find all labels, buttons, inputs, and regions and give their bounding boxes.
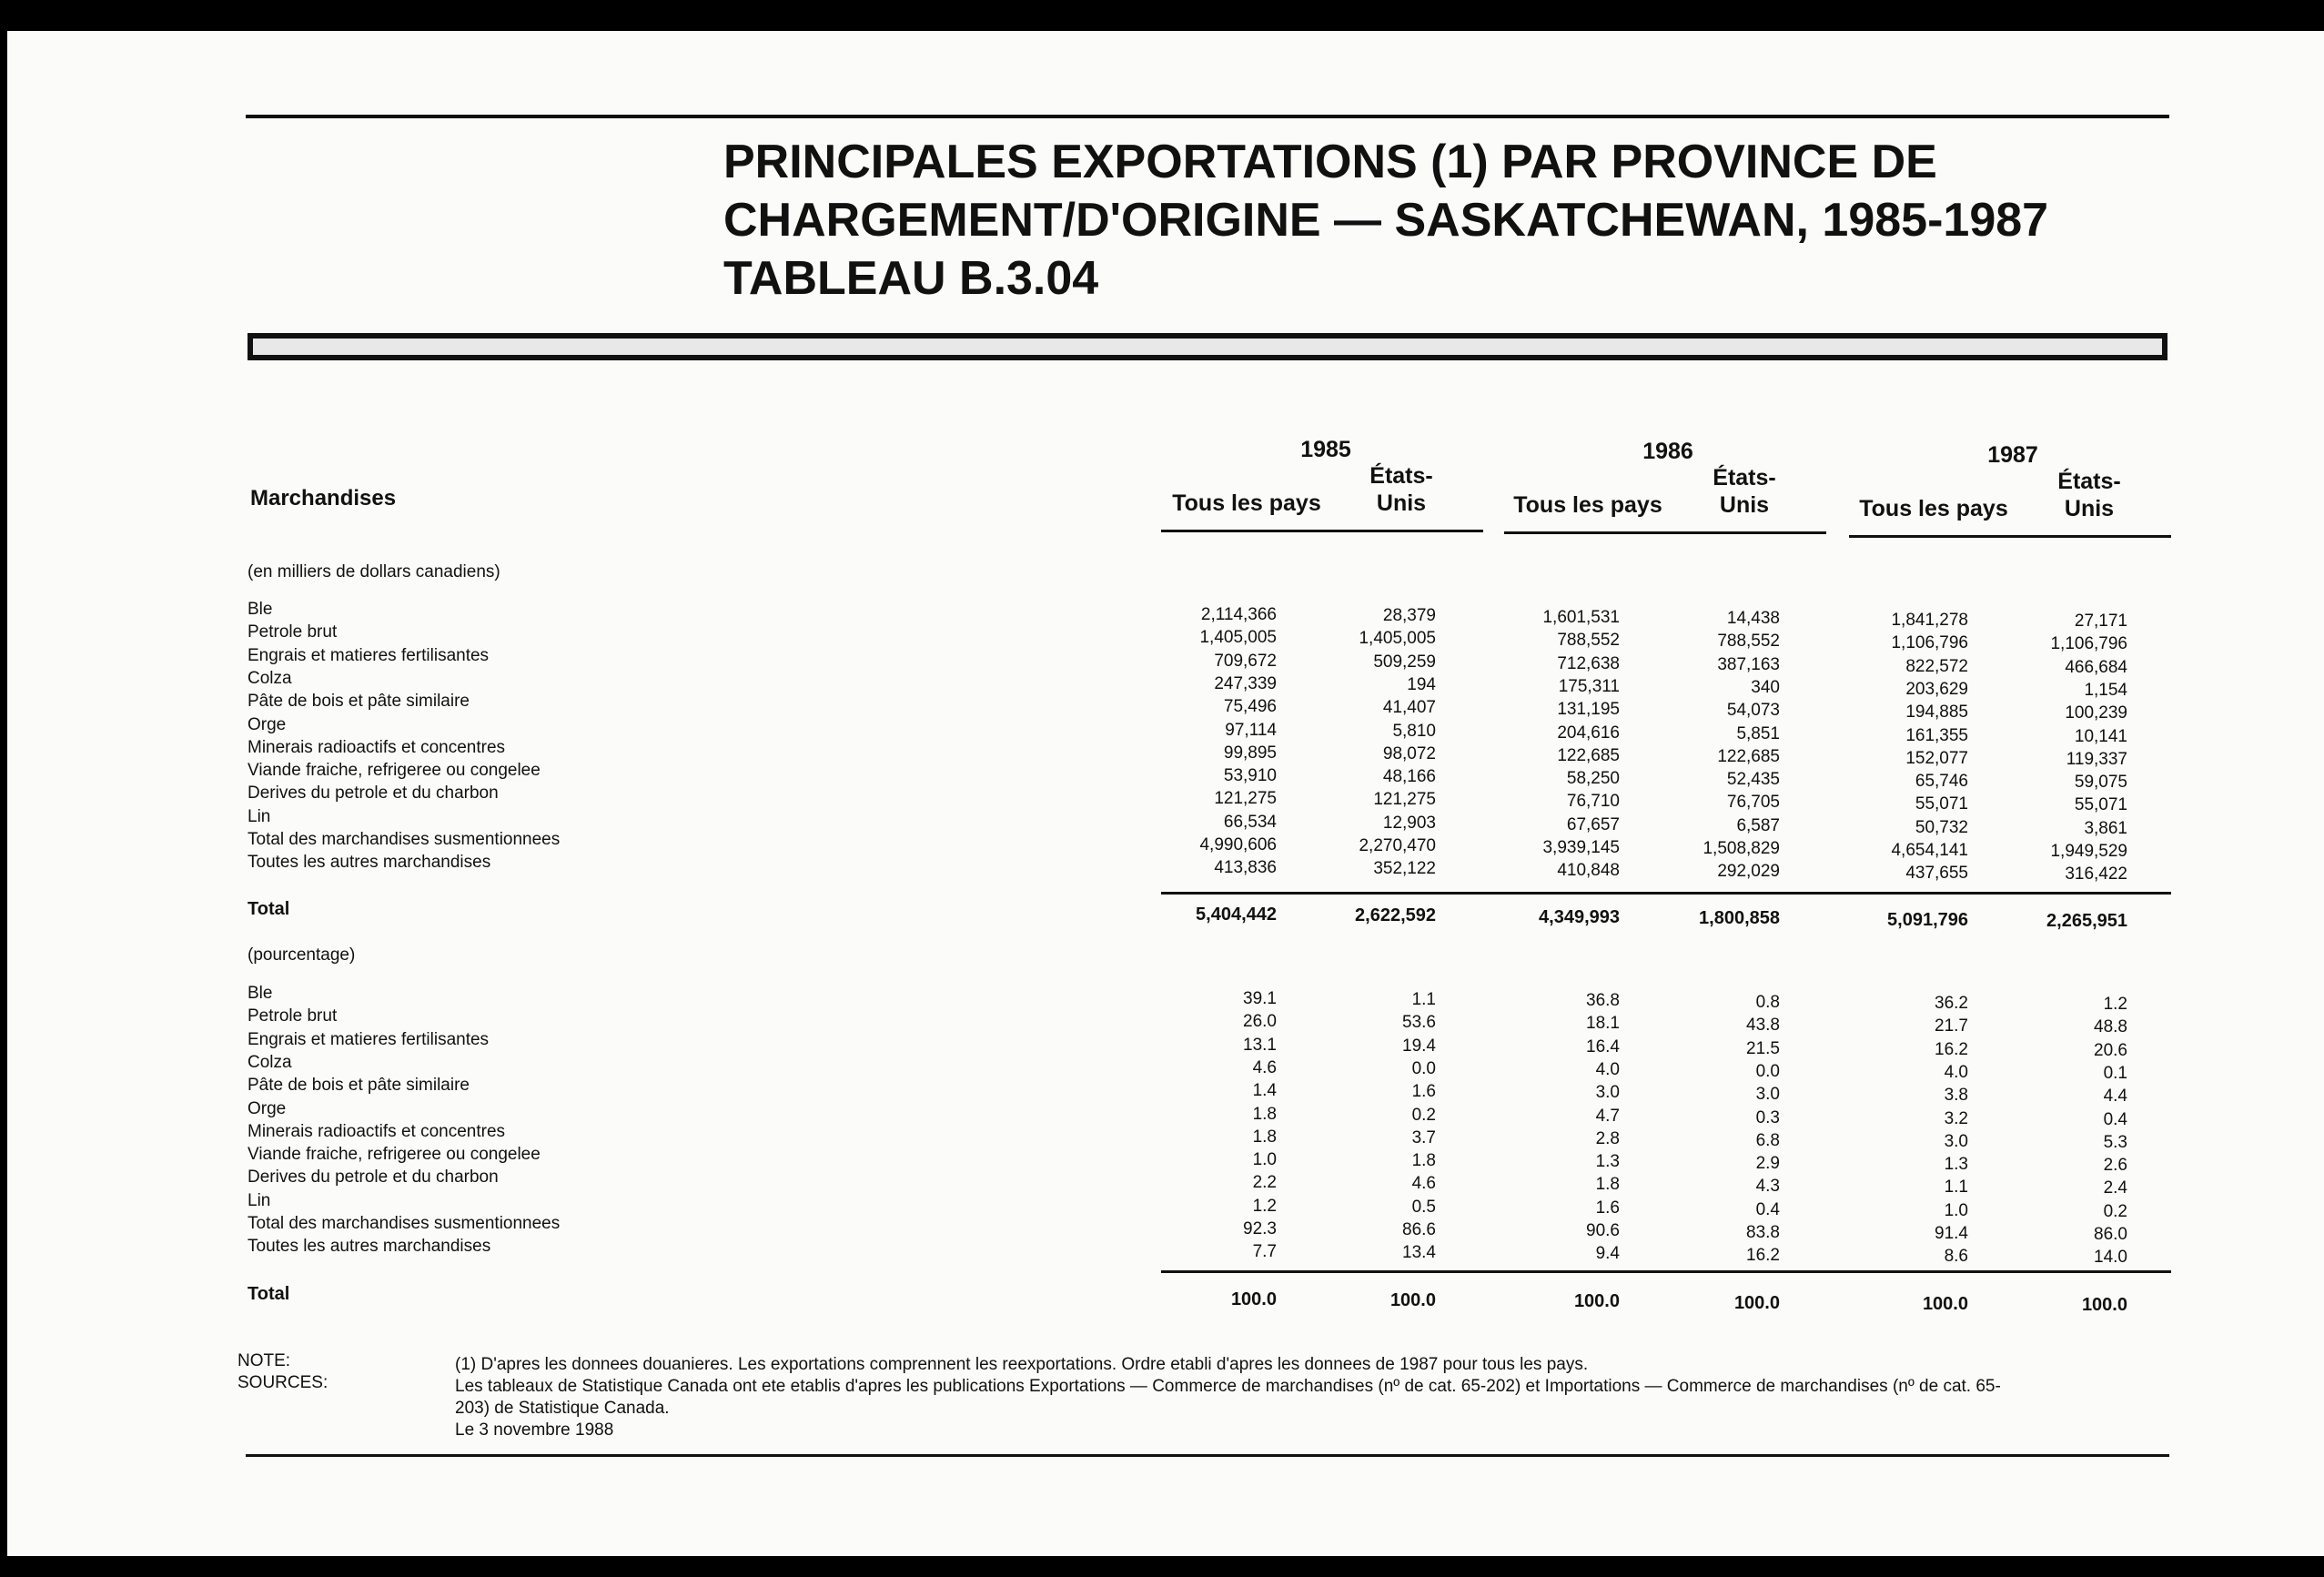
row-label: Toutes les autres marchandises (248, 853, 491, 873)
cell-value: 1.4 (1252, 1081, 1277, 1101)
cell-value: 1,106,796 (1891, 633, 1968, 653)
cell-value: 0.2 (1411, 1105, 1436, 1125)
total-rule-percent (1161, 1270, 2171, 1273)
cell-value: 20.6 (2094, 1040, 2127, 1060)
cell-value: 1,405,005 (1359, 629, 1436, 649)
cell-value: 36.8 (1586, 991, 1620, 1010)
merchandise-header: Marchandises (250, 486, 397, 511)
cell-value: 6.8 (1755, 1130, 1780, 1150)
cell-value: 1.8 (1252, 1127, 1277, 1147)
cell-value: 1.0 (1252, 1150, 1277, 1170)
cell-value: 387,163 (1717, 654, 1780, 674)
cell-value: 97,114 (1225, 720, 1277, 740)
cell-value: 0.4 (1755, 1199, 1780, 1219)
cell-value: 0.3 (1755, 1107, 1780, 1127)
cell-value: 119,337 (2066, 749, 2127, 769)
cell-value: 53.6 (1402, 1013, 1436, 1033)
cell-value: 3.0 (1755, 1085, 1780, 1105)
cell-value: 316,422 (2065, 864, 2127, 885)
total-value: 100.0 (1922, 1294, 1968, 1314)
cell-value: 4.6 (1411, 1174, 1436, 1194)
cell-value: 1,601,531 (1542, 608, 1620, 627)
table-title (723, 133, 2088, 308)
cell-value: 66,534 (1223, 812, 1277, 832)
cell-value: 0.0 (1411, 1058, 1436, 1078)
cell-value: 161,355 (1905, 725, 1968, 745)
cell-value: 14.0 (2094, 1248, 2127, 1268)
total-value: 2,622,592 (1355, 905, 1436, 925)
unit-thousands: (en milliers de dollars canadiens) (248, 562, 500, 581)
cell-value: 1.3 (1595, 1152, 1620, 1172)
col-us-1987-line1: États- (2057, 469, 2121, 494)
cell-value: 3,939,145 (1542, 838, 1620, 857)
bottom-rule (246, 1454, 2169, 1457)
row-label: Orge (248, 1098, 287, 1118)
cell-value: 175,311 (1558, 676, 1620, 696)
cell-value: 4,990,606 (1199, 835, 1277, 854)
note-label: NOTE: (237, 1351, 291, 1370)
cell-value: 204,616 (1557, 723, 1620, 743)
sources-text-1: Les tableaux de Statistique Canada ont ete etablis d'apres les publications Exportations — Commerce de marchandises (nº de cat. 65-202) et Importations — Commerce de marchandises (nº de cat. 65- (455, 1377, 2001, 1396)
cell-value: 98,072 (1382, 743, 1436, 763)
cell-value: 1,949,529 (2050, 842, 2127, 861)
row-label: Petrole brut (248, 1006, 338, 1026)
cell-value: 3.2 (1944, 1108, 1968, 1128)
unit-percent: (pourcentage) (248, 945, 356, 965)
cell-value: 788,552 (1717, 632, 1780, 652)
cell-value: 1.2 (2103, 995, 2127, 1014)
cell-value: 1.3 (1944, 1155, 1968, 1175)
row-label: Lin (248, 806, 271, 826)
total-value: 5,091,796 (1887, 910, 1968, 930)
cell-value: 18.1 (1586, 1014, 1620, 1034)
cell-value: 52,435 (1726, 770, 1780, 790)
row-label: Derives du petrole et du charbon (248, 1168, 499, 1188)
cell-value: 340 (1751, 677, 1780, 697)
cell-value: 76,705 (1726, 793, 1780, 813)
cell-value: 6,587 (1736, 815, 1780, 835)
cell-value: 92.3 (1243, 1219, 1277, 1238)
cell-value: 39.1 (1243, 989, 1277, 1008)
total-value: 5,404,442 (1196, 905, 1277, 925)
cell-value: 3.0 (1944, 1131, 1968, 1151)
total-value: 100.0 (1573, 1291, 1620, 1311)
cell-value: 1.8 (1411, 1151, 1436, 1171)
row-label: Pâte de bois et pâte similaire (248, 1076, 470, 1096)
cell-value: 50,732 (1915, 817, 1968, 837)
total-label: Total (248, 899, 290, 919)
cell-value: 12,903 (1382, 813, 1436, 833)
note-text: (1) D'apres les donnees douanieres. Les exportations comprennent les reexportations. Ordre etabli d'apres les donnees de 1987 pour tous les pays. (455, 1355, 1589, 1374)
row-label: Orge (248, 714, 287, 734)
cell-value: 1.1 (1411, 990, 1436, 1009)
cell-value: 3.8 (1944, 1086, 1968, 1106)
col-us-1987 (2016, 468, 2162, 522)
cell-value: 4.0 (1944, 1062, 1968, 1082)
col-us-1985-line1: États- (1369, 463, 1433, 489)
cell-value: 788,552 (1557, 631, 1620, 651)
row-label: Lin (248, 1190, 271, 1210)
top-rule (246, 115, 2169, 118)
cell-value: 8.6 (1944, 1247, 1968, 1267)
row-label: Petrole brut (248, 622, 338, 642)
col-us-1985-line2: Unis (1376, 490, 1427, 516)
cell-value: 86.0 (2094, 1225, 2127, 1244)
row-label: Total des marchandises susmentionnees (248, 1214, 561, 1233)
cell-value: 28,379 (1382, 606, 1436, 625)
total-rule-dollars (1161, 892, 2171, 895)
cell-value: 509,259 (1373, 652, 1436, 672)
row-label: Viande fraiche, refrigeree ou congelee (248, 761, 541, 781)
cell-value: 121,275 (1373, 790, 1436, 810)
cell-value: 3.0 (1595, 1083, 1620, 1103)
cell-value: 55,071 (1915, 794, 1968, 814)
row-label: Engrais et matieres fertilisantes (248, 1029, 490, 1049)
cell-value: 247,339 (1214, 673, 1277, 693)
cell-value: 3.7 (1411, 1127, 1436, 1147)
total-value: 100.0 (2081, 1295, 2127, 1315)
row-label: Pâte de bois et pâte similaire (248, 692, 470, 712)
col-us-1987-line2: Unis (2064, 496, 2115, 521)
title-line-1: PRINCIPALES EXPORTATIONS (1) PAR PROVINCE DE (723, 136, 1937, 188)
cell-value: 2.8 (1595, 1128, 1620, 1148)
row-label: Ble (248, 984, 273, 1003)
cell-value: 16.2 (1746, 1246, 1780, 1266)
total-value: 100.0 (1733, 1293, 1780, 1313)
cell-value: 2.6 (2103, 1156, 2127, 1176)
cell-value: 822,572 (1905, 656, 1968, 676)
year-1987: 1987 (1987, 442, 2038, 468)
cell-value: 4.6 (1252, 1057, 1277, 1077)
col-all-1987: Tous les pays (1859, 496, 2008, 521)
row-label: Minerais radioactifs et concentres (248, 1121, 506, 1141)
cell-value: 7.7 (1252, 1242, 1277, 1262)
cell-value: 4.4 (2103, 1087, 2127, 1107)
cell-value: 152,077 (1905, 748, 1968, 768)
year-1985: 1985 (1300, 437, 1351, 462)
row-label: Viande fraiche, refrigeree ou congelee (248, 1145, 541, 1165)
cell-value: 709,672 (1214, 651, 1277, 671)
date-line: Le 3 novembre 1988 (455, 1420, 614, 1440)
cell-value: 1,106,796 (2050, 634, 2127, 654)
cell-value: 1.8 (1595, 1175, 1620, 1195)
col-all-1985: Tous les pays (1172, 490, 1321, 516)
cell-value: 90.6 (1586, 1221, 1620, 1240)
cell-value: 1.6 (1411, 1082, 1436, 1102)
sources-text-2: 203) de Statistique Canada. (455, 1399, 670, 1418)
cell-value: 0.4 (2103, 1109, 2127, 1129)
cell-value: 48,166 (1382, 767, 1436, 787)
cell-value: 2.2 (1252, 1173, 1277, 1193)
header-underline-1986 (1504, 531, 1826, 534)
cell-value: 0.8 (1755, 993, 1780, 1012)
year-1986: 1986 (1642, 439, 1693, 464)
row-label: Minerais radioactifs et concentres (248, 737, 506, 757)
cell-value: 1,841,278 (1891, 611, 1968, 630)
row-label: Toutes les autres marchandises (248, 1237, 491, 1257)
header-band (248, 333, 2167, 360)
cell-value: 13.4 (1402, 1243, 1436, 1263)
col-all-1986: Tous les pays (1513, 492, 1662, 518)
col-us-1986 (1672, 464, 1817, 519)
cell-value: 413,836 (1214, 858, 1277, 878)
cell-value: 194,885 (1905, 703, 1968, 723)
cell-value: 194 (1407, 674, 1436, 694)
cell-value: 13.1 (1243, 1035, 1277, 1055)
cell-value: 3,861 (2084, 818, 2127, 838)
row-label: Engrais et matieres fertilisantes (248, 645, 490, 665)
cell-value: 1.0 (1944, 1200, 1968, 1220)
cell-value: 1,405,005 (1199, 628, 1277, 648)
cell-value: 10,141 (2074, 726, 2127, 746)
cell-value: 83.8 (1746, 1223, 1780, 1242)
cell-value: 122,685 (1717, 746, 1780, 766)
cell-value: 5,851 (1736, 723, 1780, 743)
cell-value: 14,438 (1726, 609, 1780, 628)
cell-value: 55,071 (2074, 795, 2127, 815)
cell-value: 0.2 (2103, 1201, 2127, 1221)
col-us-1986-line1: États- (1713, 465, 1776, 490)
cell-value: 1,154 (2084, 680, 2127, 700)
cell-value: 54,073 (1726, 701, 1780, 721)
cell-value: 75,496 (1223, 697, 1277, 717)
cell-value: 1,508,829 (1703, 839, 1780, 858)
row-label: Total des marchandises susmentionnees (248, 830, 561, 849)
cell-value: 466,684 (2065, 657, 2127, 677)
cell-value: 437,655 (1905, 864, 1968, 884)
row-label: Colza (248, 668, 292, 688)
title-line-2: CHARGEMENT/D'ORIGINE — SASKATCHEWAN, 1985-1987 (723, 194, 2049, 247)
cell-value: 76,710 (1566, 792, 1620, 812)
cell-value: 1.8 (1252, 1104, 1277, 1124)
cell-value: 21.5 (1746, 1038, 1780, 1058)
row-label: Ble (248, 600, 273, 619)
total-value: 1,800,858 (1699, 908, 1780, 928)
cell-value: 67,657 (1566, 814, 1620, 834)
cell-value: 41,407 (1382, 698, 1436, 718)
cell-value: 410,848 (1557, 861, 1620, 881)
cell-value: 292,029 (1717, 862, 1780, 882)
title-line-3: TABLEAU B.3.04 (723, 252, 1099, 305)
row-label: Colza (248, 1052, 292, 1072)
cell-value: 4.7 (1595, 1106, 1620, 1126)
cell-value: 59,075 (2074, 773, 2127, 793)
total-value: 2,265,951 (2046, 911, 2127, 931)
cell-value: 121,275 (1214, 789, 1277, 809)
cell-value: 43.8 (1746, 1016, 1780, 1036)
cell-value: 1.1 (1944, 1178, 1968, 1198)
cell-value: 2,270,470 (1359, 836, 1436, 855)
cell-value: 27,171 (2074, 612, 2127, 631)
cell-value: 16.4 (1586, 1036, 1620, 1056)
sources-label: SOURCES: (237, 1373, 328, 1392)
cell-value: 2,114,366 (1200, 605, 1277, 624)
cell-value: 203,629 (1905, 679, 1968, 699)
cell-value: 0.0 (1755, 1061, 1780, 1081)
cell-value: 131,195 (1557, 700, 1620, 720)
cell-value: 99,895 (1223, 743, 1277, 763)
cell-value: 100,239 (2065, 703, 2127, 723)
cell-value: 4.3 (1755, 1177, 1780, 1197)
total-label: Total (248, 1284, 290, 1304)
cell-value: 4.0 (1595, 1059, 1620, 1079)
cell-value: 5.3 (2103, 1132, 2127, 1152)
cell-value: 2.9 (1755, 1154, 1780, 1174)
col-us-1985 (1329, 462, 1474, 517)
document-page (7, 31, 2324, 1556)
header-underline-1987 (1849, 535, 2171, 538)
cell-value: 2.4 (2103, 1178, 2127, 1198)
cell-value: 5,810 (1392, 721, 1436, 741)
cell-value: 1.6 (1595, 1198, 1620, 1218)
cell-value: 9.4 (1595, 1244, 1620, 1264)
cell-value: 16.2 (1935, 1039, 1968, 1059)
cell-value: 48.8 (2094, 1017, 2127, 1037)
cell-value: 712,638 (1557, 653, 1620, 673)
total-value: 100.0 (1230, 1289, 1277, 1309)
cell-value: 19.4 (1402, 1036, 1436, 1056)
cell-value: 65,746 (1915, 772, 1968, 792)
cell-value: 0.5 (1411, 1197, 1436, 1217)
cell-value: 352,122 (1373, 859, 1436, 879)
total-value: 100.0 (1389, 1290, 1436, 1310)
cell-value: 4,654,141 (1891, 841, 1968, 860)
cell-value: 1.2 (1252, 1196, 1277, 1216)
cell-value: 36.2 (1935, 994, 1968, 1013)
col-us-1986-line2: Unis (1719, 492, 1770, 518)
cell-value: 0.1 (2103, 1063, 2127, 1083)
cell-value: 26.0 (1243, 1012, 1277, 1032)
header-underline-1985 (1161, 530, 1483, 532)
row-label: Derives du petrole et du charbon (248, 783, 499, 804)
cell-value: 21.7 (1935, 1016, 1968, 1036)
cell-value: 122,685 (1557, 745, 1620, 765)
total-value: 4,349,993 (1539, 907, 1620, 927)
cell-value: 91.4 (1935, 1224, 1968, 1243)
cell-value: 53,910 (1223, 766, 1277, 786)
cell-value: 86.6 (1402, 1220, 1436, 1239)
cell-value: 58,250 (1566, 769, 1620, 789)
